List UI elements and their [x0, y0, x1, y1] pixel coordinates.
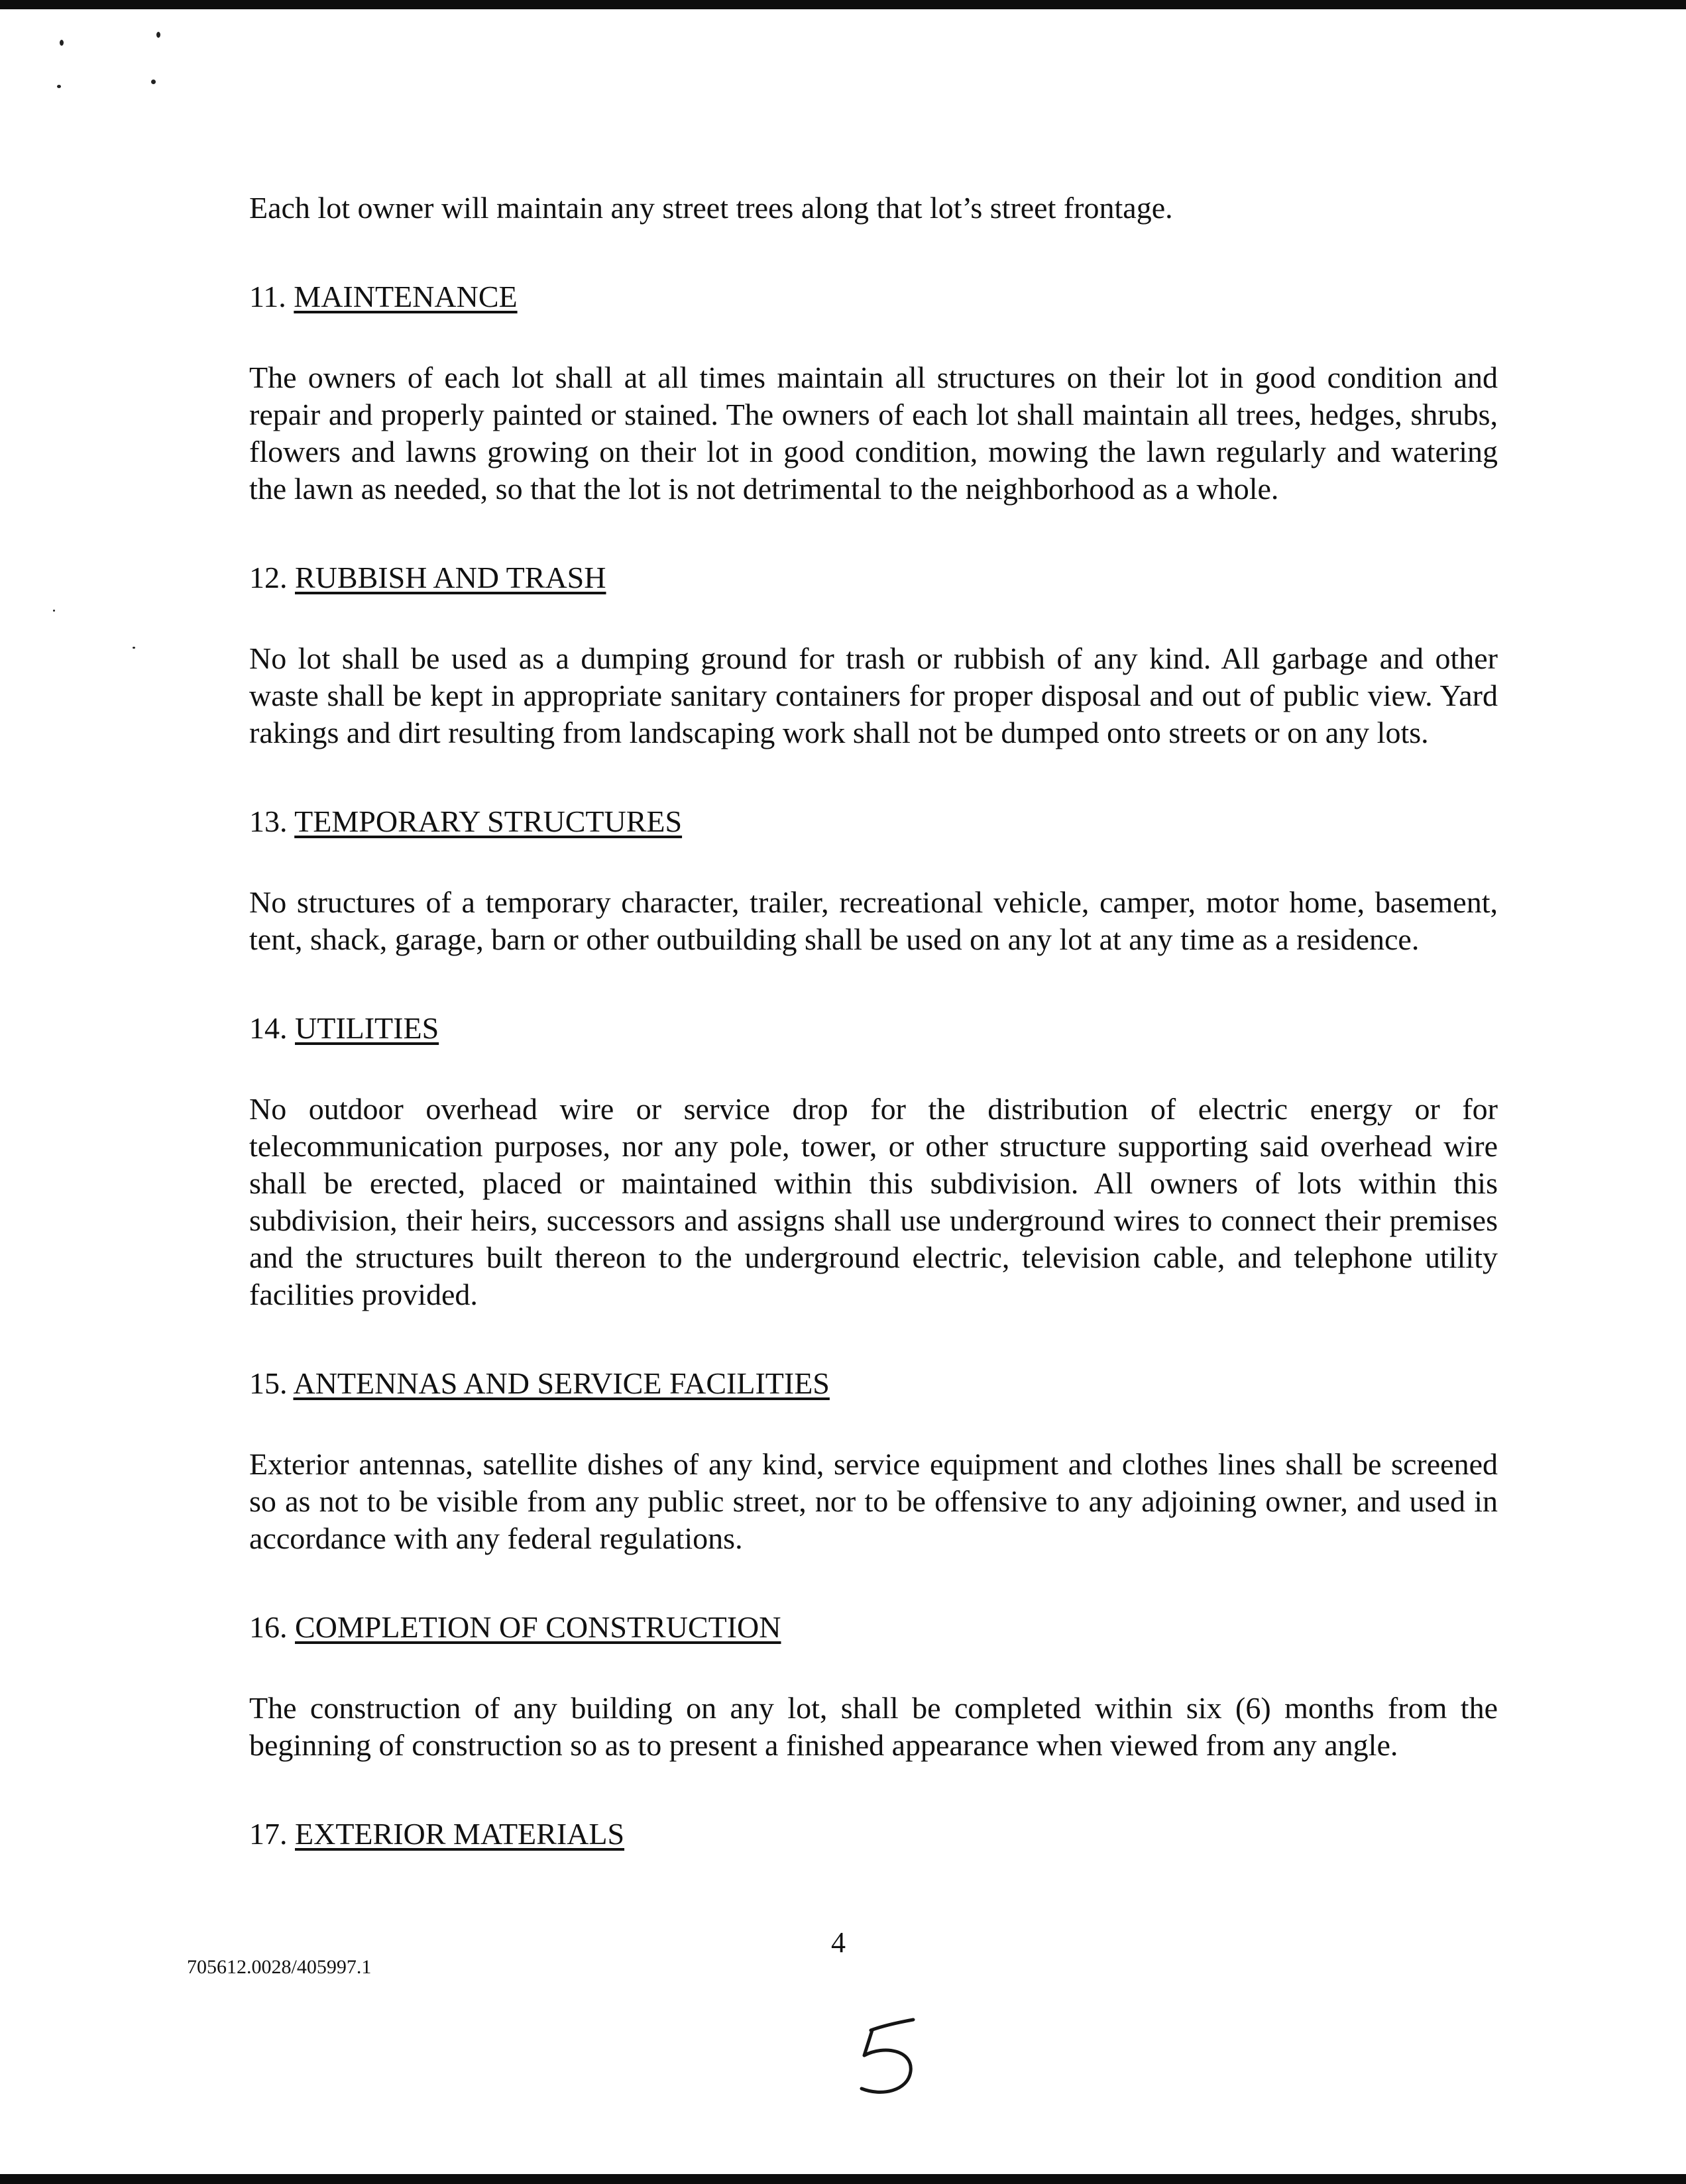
section-exterior-materials [249, 1816, 1498, 1853]
section-heading [249, 1609, 1498, 1646]
section-title: RUBBISH AND TRASH [295, 561, 606, 594]
section-title: TEMPORARY STRUCTURES [294, 804, 683, 838]
section-paragraph: No structures of a temporary character, trailer, recreational vehicle, camper, motor home, basement, tent, shack, garage, barn or other outbuilding shall be used on any lot at any time as a residence. [249, 885, 1498, 956]
section-number: 17. [249, 1817, 288, 1851]
scan-speck [57, 85, 61, 88]
scan-speck [60, 40, 64, 46]
section-paragraph: The owners of each lot shall at all times maintain all structures on their lot in good condition and repair and properly painted or stained. The owners of each lot shall maintain all trees, hedges, shrubs, flowers and lawns growing on their lot in good condition, mowing the lawn regularly and watering the lawn as needed, so that the lot is not detrimental to the neighborhood as a whole. [249, 360, 1498, 506]
section-heading [249, 559, 1498, 596]
section-heading [249, 1010, 1498, 1047]
section-paragraph: No lot shall be used as a dumping ground for trash or rubbish of any kind. All garbage and other waste shall be kept in appropriate sanitary containers for proper disposal and out of public view. Yard rakings and dirt resulting from landscaping work shall not be dumped onto streets or on any lots. [249, 641, 1498, 749]
section-utilities [249, 1010, 1498, 1313]
scan-border-top [0, 0, 1686, 9]
scan-speck [133, 647, 135, 649]
section-temporary-structures [249, 803, 1498, 958]
section-number: 15. [249, 1366, 288, 1400]
section-paragraph: Exterior antennas, satellite dishes of any kind, service equipment and clothes lines shall be screened so as not to be visible from any public street, nor to be offensive to any adjoining owner, and used in accordance with any federal regulations. [249, 1447, 1498, 1555]
section-number: 12. [249, 561, 288, 594]
section-number: 16. [249, 1610, 288, 1644]
page-number: 4 [831, 1926, 846, 1959]
section-paragraph: The construction of any building on any lot, shall be completed within six (6) months from the beginning of construction so as to present a finished appearance when viewed from any angle. [249, 1691, 1498, 1762]
document-reference-number: 705612.0028/405997.1 [187, 1956, 372, 1978]
section-rubbish-and-trash [249, 559, 1498, 751]
section-number: 11. [249, 280, 286, 313]
scan-speck [156, 32, 160, 38]
section-heading [249, 278, 1498, 315]
section-antennas-and-service-facilities [249, 1365, 1498, 1557]
scan-speck [53, 610, 55, 612]
section-paragraph: No outdoor overhead wire or service drop for the distribution of electric energy or for telecommunication purposes, nor any pole, tower, or other structure supporting said overhead wire shall be erected, placed or maintained within this subdivision. All owners of lots within this subdivision, their heirs, successors and assigns shall use underground wires to connect their premises and the structures built thereon to the underground electric, television cable, and telephone utility facilities provided. [249, 1092, 1498, 1311]
section-heading [249, 803, 1498, 840]
scan-border-bottom [0, 2174, 1686, 2184]
section-title: COMPLETION OF CONSTRUCTION [295, 1610, 781, 1644]
section-title: UTILITIES [295, 1011, 439, 1045]
document-body [249, 190, 1498, 1896]
section-completion-of-construction [249, 1609, 1498, 1764]
section-title: MAINTENANCE [294, 280, 518, 313]
section-heading [249, 1365, 1498, 1402]
section-maintenance [249, 278, 1498, 508]
lead-paragraph: Each lot owner will maintain any street trees along that lot’s street frontage. [249, 191, 1173, 225]
section-number: 13. [249, 804, 288, 838]
section-title: EXTERIOR MATERIALS [295, 1817, 625, 1851]
section-heading [249, 1816, 1498, 1853]
handwritten-page-number [852, 2014, 925, 2101]
section-title: ANTENNAS AND SERVICE FACILITIES [293, 1366, 830, 1400]
scan-speck [151, 80, 156, 84]
section-number: 14. [249, 1011, 288, 1045]
